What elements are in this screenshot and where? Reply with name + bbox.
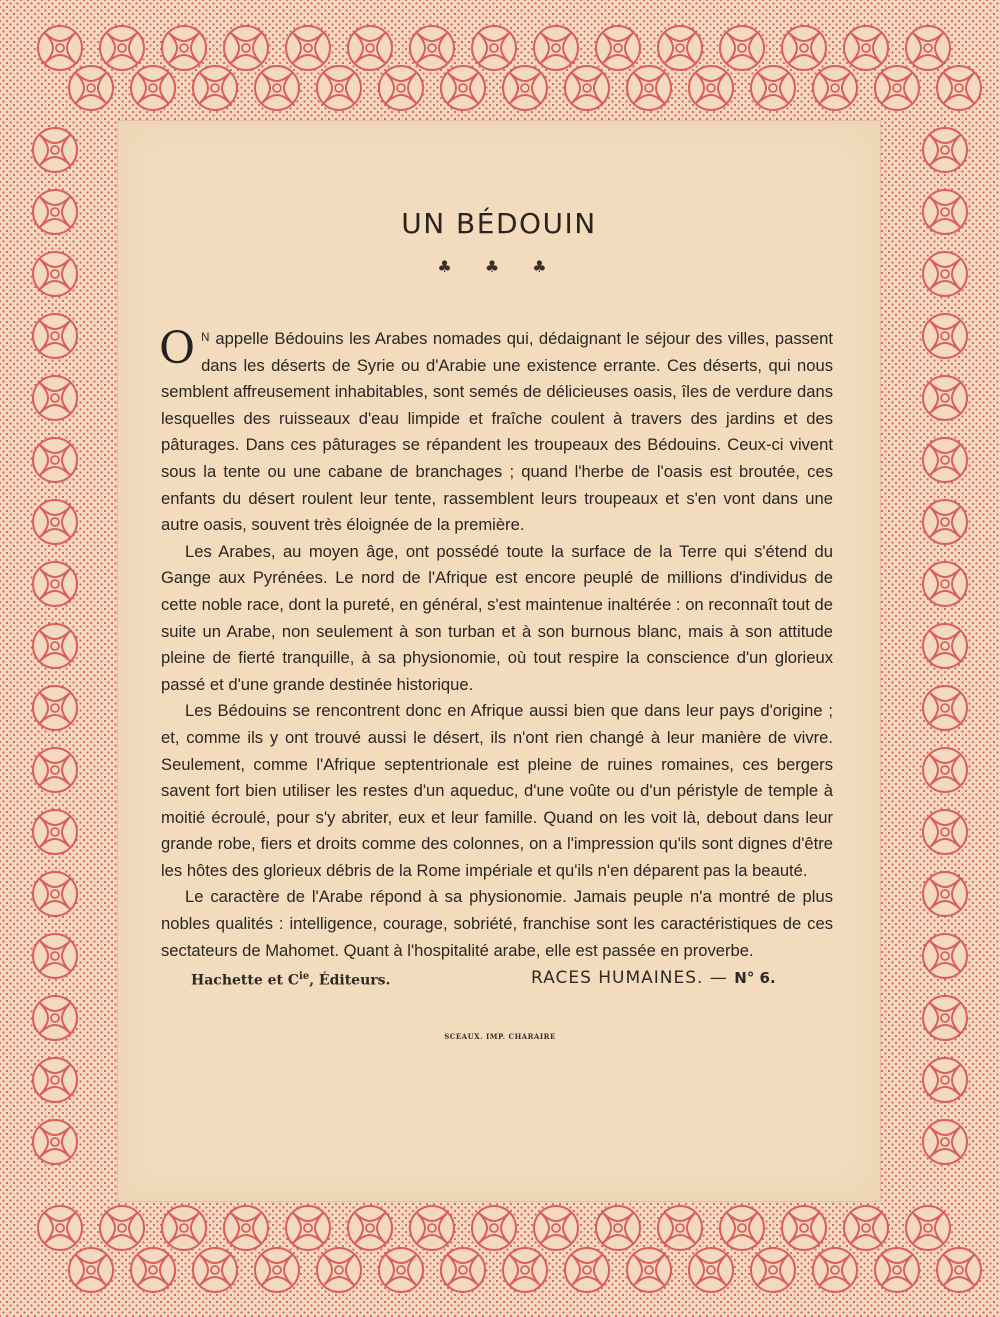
knot-ornament bbox=[33, 686, 77, 730]
knot-ornament bbox=[596, 26, 640, 70]
knot-ornament bbox=[33, 934, 77, 978]
knot-ornament bbox=[286, 1206, 330, 1250]
knot-ornament bbox=[472, 26, 516, 70]
knot-ornament bbox=[923, 314, 967, 358]
knot-ornament bbox=[224, 1206, 268, 1250]
knot-ornament bbox=[317, 1248, 361, 1292]
series-line bbox=[531, 968, 776, 988]
knot-ornament bbox=[906, 26, 950, 70]
publisher-line bbox=[191, 971, 390, 989]
knot-ornament bbox=[33, 190, 77, 234]
knot-ornament bbox=[503, 66, 547, 110]
knot-ornament bbox=[224, 26, 268, 70]
paragraph-1-text: appelle Bédouins les Arabes nomades qui, dédaignant le séjour des villes, passent dans les déserts de Syrie ou d'Arabie une existence errante. Ces déserts, qui nous semblent affreusement inhabitables, sont semés de délicieuses oasis, îles de verdure dans lesquelles des ruisseaux d'eau limpide et fraîche coulent à travers des jardins et des pâturages. Dans ces pâturages se répandent les troupeaux des Bédouins. Ceux-ci vivent sous la tente ou une cabane de branchages ; quand l'herbe de l'oasis est broutée, ces enfants du désert roulent leur tente, rassemblent leurs troupeaux et s'en vont dans une autre oasis, souvent très éloignée de la première. bbox=[161, 329, 833, 535]
knot-ornament bbox=[410, 26, 454, 70]
knot-ornament bbox=[162, 1206, 206, 1250]
knot-ornament bbox=[720, 1206, 764, 1250]
knot-ornament bbox=[875, 1248, 919, 1292]
knot-ornament bbox=[33, 996, 77, 1040]
knot-ornament bbox=[782, 1206, 826, 1250]
knot-ornament bbox=[255, 1248, 299, 1292]
knot-ornament bbox=[875, 66, 919, 110]
knot-ornament bbox=[937, 66, 981, 110]
knot-ornament bbox=[33, 500, 77, 544]
knot-ornament bbox=[813, 1248, 857, 1292]
knot-ornament bbox=[923, 500, 967, 544]
knot-ornament bbox=[503, 1248, 547, 1292]
knot-ornament bbox=[69, 1248, 113, 1292]
knot-ornament bbox=[33, 1120, 77, 1164]
knot-ornament bbox=[33, 562, 77, 606]
knot-ornament bbox=[348, 1206, 392, 1250]
knot-ornament bbox=[472, 1206, 516, 1250]
knot-ornament bbox=[33, 1058, 77, 1102]
knot-ornament bbox=[923, 252, 967, 296]
knot-ornament bbox=[923, 1058, 967, 1102]
knot-ornament bbox=[658, 1206, 702, 1250]
publisher-suffix: , Éditeurs. bbox=[309, 972, 391, 989]
knot-ornament bbox=[379, 66, 423, 110]
knot-ornament bbox=[33, 748, 77, 792]
knot-ornament bbox=[441, 66, 485, 110]
knot-ornament bbox=[751, 66, 795, 110]
small-cap: N bbox=[201, 332, 210, 344]
knot-ornament bbox=[751, 1248, 795, 1292]
knot-ornament bbox=[923, 190, 967, 234]
club-ornament: ♣ ♣ ♣ bbox=[437, 257, 561, 276]
knot-ornament bbox=[33, 376, 77, 420]
knot-ornament bbox=[534, 1206, 578, 1250]
knot-ornament bbox=[923, 562, 967, 606]
knot-ornament bbox=[38, 26, 82, 70]
knot-ornament bbox=[379, 1248, 423, 1292]
knot-ornament bbox=[627, 66, 671, 110]
knot-ornament bbox=[923, 376, 967, 420]
knot-ornament bbox=[162, 26, 206, 70]
knot-ornament bbox=[317, 66, 361, 110]
knot-ornament bbox=[906, 1206, 950, 1250]
page-title: UN BÉDOUIN bbox=[401, 207, 597, 240]
knot-ornament bbox=[782, 26, 826, 70]
publisher-superscript: ie bbox=[299, 971, 310, 982]
knot-ornament bbox=[441, 1248, 485, 1292]
knot-ornament bbox=[923, 872, 967, 916]
knot-ornament bbox=[131, 66, 175, 110]
knot-ornament bbox=[844, 26, 888, 70]
knot-ornament bbox=[33, 438, 77, 482]
knot-ornament bbox=[923, 996, 967, 1040]
knot-ornament bbox=[923, 624, 967, 668]
knot-ornament bbox=[923, 1120, 967, 1164]
series-number: N° 6. bbox=[734, 969, 776, 987]
knot-ornament bbox=[38, 1206, 82, 1250]
paragraph-3: Les Bédouins se rencontrent donc en Afrique aussi bien que dans leur pays d'origine ; et, comme ils y ont trouvé aussi le désert, ils n'ont rien changé à leur manière de vivre. Seulement, comme l'Afrique septentrionale est pleine de ruines romaines, ces bergers savent fort bien utiliser les restes d'un aqueduc, d'une voûte ou d'un péristyle de temple à moitié écroulé, pour s'y abriter, eux et leur famille. Quand on les voit là, debout dans leur grande robe, fiers et droits comme des colonnes, on a l'impression qu'ils sont dignes d'être les hôtes des glorieux débris de la Rome impériale et qu'ils n'en déparent pas la beauté. bbox=[161, 701, 833, 880]
knot-ornament bbox=[923, 128, 967, 172]
knot-ornament bbox=[286, 26, 330, 70]
knot-ornament bbox=[193, 66, 237, 110]
drop-cap: O bbox=[159, 323, 196, 374]
knot-ornament bbox=[658, 26, 702, 70]
knot-ornament bbox=[923, 934, 967, 978]
knot-ornament bbox=[534, 26, 578, 70]
knot-ornament bbox=[565, 1248, 609, 1292]
knot-ornament bbox=[33, 810, 77, 854]
knot-ornament bbox=[100, 26, 144, 70]
knot-ornament bbox=[69, 66, 113, 110]
knot-ornament bbox=[100, 1206, 144, 1250]
knot-ornament bbox=[923, 810, 967, 854]
knot-ornament bbox=[720, 26, 764, 70]
knot-ornament bbox=[33, 624, 77, 668]
paragraph-2: Les Arabes, au moyen âge, ont possédé toute la surface de la Terre qui s'étend du Gange aux Pyrénées. Le nord de l'Afrique est encore peuplé de millions d'individus de cette noble race, dont la pureté, en général, s'est maintenue inaltérée : on reconnaît tout de suite un Arabe, non seulement à son turban et à son burnous blanc, mais à son attitude pleine de fierté tranquille, à sa physionomie, où tout respire la conscience d'un glorieux passé et d'une grande destinée historique. bbox=[161, 541, 833, 694]
knot-ornament bbox=[923, 686, 967, 730]
knot-ornament bbox=[813, 66, 857, 110]
knot-ornament bbox=[844, 1206, 888, 1250]
knot-ornament bbox=[937, 1248, 981, 1292]
knot-ornament bbox=[33, 128, 77, 172]
knot-ornament bbox=[627, 1248, 671, 1292]
knot-ornament bbox=[33, 252, 77, 296]
knot-ornament bbox=[923, 438, 967, 482]
knot-ornament bbox=[596, 1206, 640, 1250]
knot-ornament bbox=[565, 66, 609, 110]
article-body bbox=[161, 325, 833, 964]
printer-imprint: SCEAUX. IMP. CHARAIRE bbox=[430, 1031, 570, 1042]
knot-ornament bbox=[33, 314, 77, 358]
knot-ornament bbox=[255, 66, 299, 110]
publisher-name: Hachette et C bbox=[191, 972, 300, 989]
knot-ornament bbox=[689, 1248, 733, 1292]
knot-ornament bbox=[33, 872, 77, 916]
knot-ornament bbox=[131, 1248, 175, 1292]
knot-ornament bbox=[689, 66, 733, 110]
knot-ornament bbox=[348, 26, 392, 70]
paragraph-4: Le caractère de l'Arabe répond à sa physionomie. Jamais peuple n'a montré de plus nobles qualités : intelligence, courage, sobriété, franchise sont les caractéristiques de ces sectateurs de Mahomet. Quant à l'hospitalité arabe, elle est passée en proverbe. bbox=[161, 887, 833, 960]
paragraph-1 bbox=[161, 325, 833, 539]
series-title: RACES HUMAINES. — bbox=[531, 968, 735, 988]
knot-ornament bbox=[923, 748, 967, 792]
knot-ornament bbox=[410, 1206, 454, 1250]
knot-ornament bbox=[193, 1248, 237, 1292]
